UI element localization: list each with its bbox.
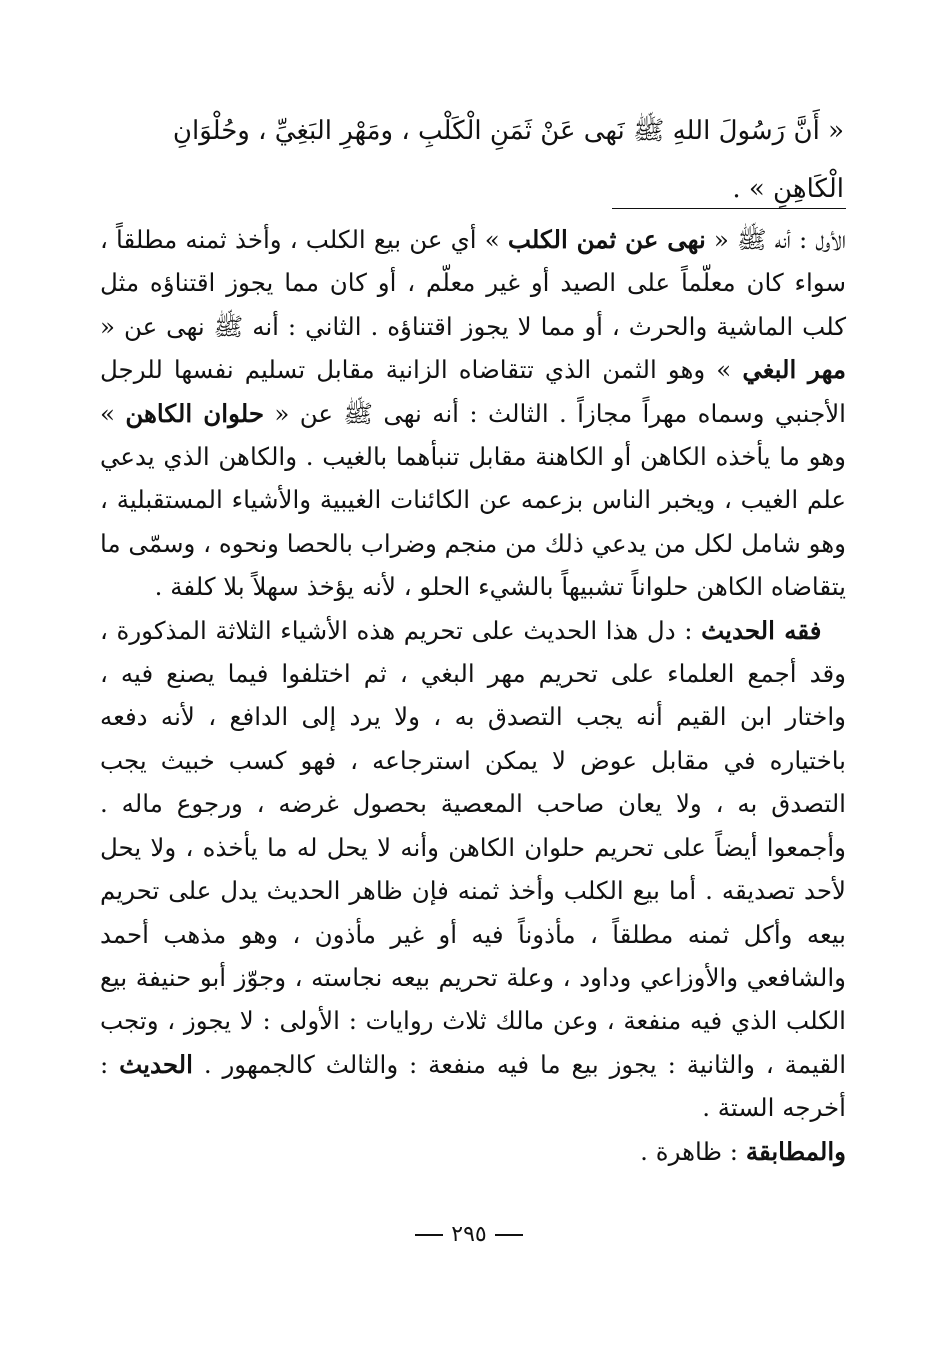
correspondence-heading: والمطابقة [745, 1136, 846, 1166]
hadith-line-1: « أَنَّ رَسُولَ اللهِ ﷺ نَهى عَنْ ثَمَنِ الْكَلْبِ ، ومَهْرِ البَغِيِّ ، وحُلْوَانِ [172, 116, 844, 146]
term-dowry-of-prostitute: مهر البغي [742, 355, 846, 385]
commentary [100, 218, 846, 1173]
fiqh-paragraph: فقه الحديث : دل هذا الحديث على تحريم هذه الأشياء الثلاثة المذكورة ، وقد أجمع العلماء على تحريم مهر البغي ، ثم اختلفوا فيما يصنع فيه ، واختار ابن القيم أنه يجب التصدق به ، ولا يرد إلى الدافع ، لأنه دفعه باختياره في مقابل عوض لا يمكن استرجاعه ، فهو كسب خبيث يجب التصدق به ، ولا يعان صاحب المعصية بحصول غرضه ، ورجوع ماله . وأجمعوا أيضاً على تحريم حلوان الكاهن وأنه لا يحل له ما يأخذه ، ولا يحل لأحد تصديقه . أما بيع الكلب وأخذ ثمنه فإن ظاهر الحديث يدل على تحريم بيعه وأكل ثمنه مطلقاً ، مأذوناً فيه أو غير مأذون ، وهو مذهب أحمد والشافعي والأوزاعي وداود ، وعلة تحريم بيعه نجاسته ، وجوّز أبو حنيفة بيع الكلب الذي فيه منفعة ، وعن مالك ثلاث روايات : الأولى : لا يجوز ، وتجب القيمة ، والثانية : يجوز بيع ما فيه منفعة : والثالث كالجمهور . الحديث : أخرجه الستة . [100, 615, 846, 1123]
term-price-of-dog: نهى عن ثمن الكلب [507, 225, 706, 254]
page-number: ٢٩٥ [0, 1222, 938, 1247]
footnote-divider [612, 208, 846, 209]
fiqh-heading: فقه الحديث [701, 615, 822, 645]
term-soothsayer-fee: حلوان الكاهن [125, 398, 265, 428]
correspondence-paragraph: والمطابقة : ظاهرة . [640, 1136, 846, 1166]
dash-right [495, 1234, 523, 1236]
dash-left [415, 1234, 443, 1236]
hadith-line-2: الْكَاهِنِ » . [732, 174, 844, 204]
explanation-paragraph: الأول : أنه ﷺ « نهى عن ثمن الكلب » أي عن بيع الكلب ، وأخذ ثمنه مطلقاً ، سواء كان معلّماً على الصيد أو غير معلّم ، أو كان مما يجوز اقتناؤه مثل كلب الماشية والحرث ، أو مما لا يجوز اقتناؤه . الثاني : أنه ﷺ نهى عن « مهر البغي » وهو الثمن الذي تتقاضاه الزانية مقابل تسليم نفسها للرجل الأجنبي وسماه مهراً مجازاً . الثالث : أنه نهى ﷺ عن « حلوان الكاهن » وهو ما يأخذه الكاهن أو الكاهنة مقابل تنبأهما بالغيب . والكاهن الذي يدعي علم الغيب ، ويخبر الناس بزعمه عن الكائنات الغيبية والأشياء المستقبلية ، وهو شامل لكل من يدعي ذلك من منجم وضراب بالحصا ونحوه ، وسمّى ما يتقاضاه الكاهن حلواناً تشبيهاً بالشيء الحلو ، لأنه يؤخذ سهلاً بلا كلفة . [100, 225, 846, 602]
hadith-heading: الحديث [119, 1049, 193, 1079]
hadith-text [96, 102, 844, 218]
